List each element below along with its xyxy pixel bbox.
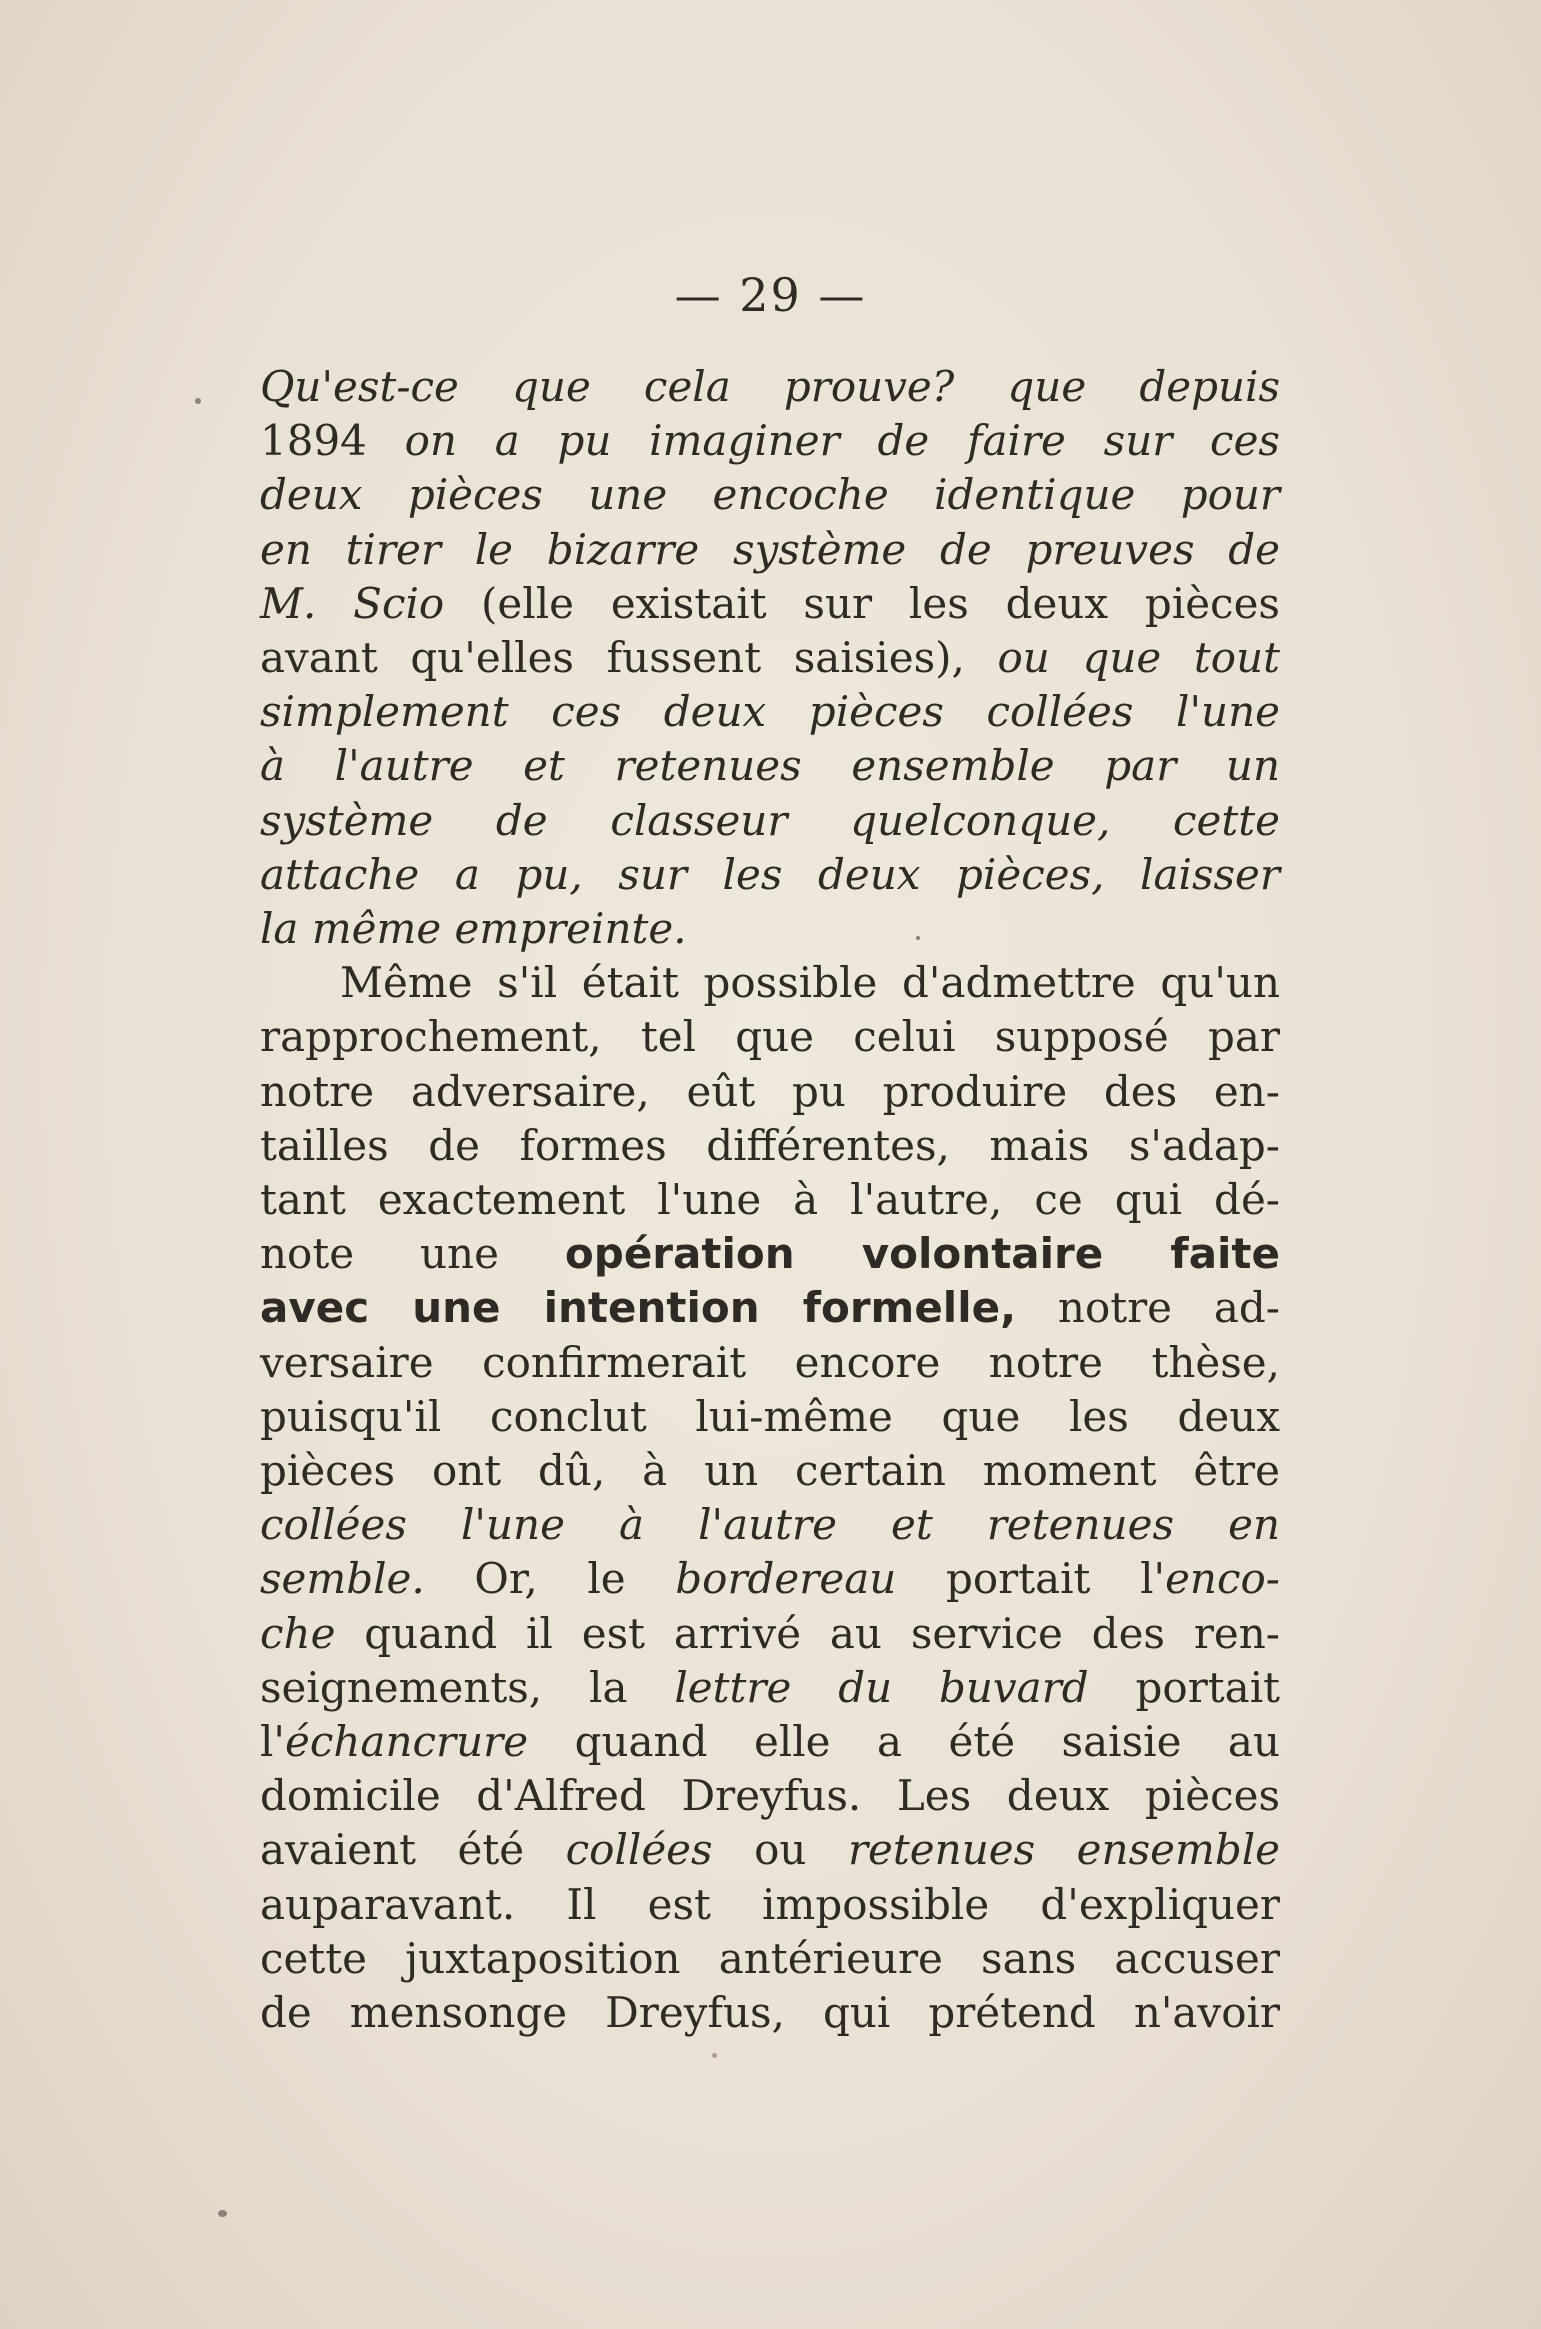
text-line	[260, 1390, 1280, 1444]
text-segment: seignements, la	[260, 1662, 675, 1712]
text-line	[260, 1119, 1280, 1173]
text-segment: cette juxtaposition antérieure sans accuser	[260, 1933, 1280, 1983]
text-line	[260, 1932, 1280, 1986]
text-line	[260, 1173, 1280, 1227]
text-segment: pièces ont dû, à un certain moment être	[260, 1446, 1280, 1496]
italic-text: la même empreinte.	[260, 904, 687, 954]
italic-text: simplement ces deux pièces collées l'une	[260, 687, 1280, 737]
text-line	[260, 1552, 1280, 1606]
text-line	[260, 1065, 1280, 1119]
italic-text: deux pièces une encoche identique pour	[260, 470, 1280, 520]
text-line	[260, 794, 1280, 848]
text-segment: Même s'il était possible d'admettre qu'un	[340, 958, 1280, 1008]
italic-text: à l'autre et retenues ensemble par un	[260, 741, 1280, 791]
text-segment: 1894	[260, 416, 405, 466]
text-segment: portait l'	[896, 1554, 1166, 1604]
paper-speck	[916, 936, 920, 940]
text-segment: avant qu'elles fussent saisies),	[260, 633, 998, 683]
italic-text: lettre du buvard	[674, 1662, 1089, 1712]
italic-text: échancrure	[284, 1717, 529, 1767]
italic-text: retenues ensemble	[847, 1825, 1280, 1875]
text-line	[260, 739, 1280, 793]
text-segment: auparavant. Il est impossible d'expliquer	[260, 1879, 1280, 1929]
text-segment: rapprochement, tel que celui supposé par	[260, 1012, 1280, 1062]
text-line	[260, 1336, 1280, 1390]
text-segment: avaient été	[260, 1825, 566, 1875]
text-line	[260, 1227, 1280, 1281]
italic-text: on a pu imaginer de faire sur ces	[404, 416, 1280, 466]
italic-text: Qu'est-ce que cela prouve? que depuis	[260, 362, 1280, 411]
bold-text: opération volontaire faite	[564, 1229, 1280, 1279]
text-line	[260, 414, 1280, 468]
text-line	[260, 902, 1280, 956]
italic-text: semble.	[260, 1554, 425, 1604]
text-line	[260, 1281, 1280, 1335]
text-segment: versaire confirmerait encore notre thèse,	[260, 1337, 1280, 1387]
text-segment: puisqu'il conclut lui-même que les deux	[260, 1391, 1280, 1441]
italic-text: che	[260, 1608, 336, 1658]
text-line	[260, 1878, 1280, 1932]
text-line	[260, 1715, 1280, 1769]
text-segment: tant exactement l'une à l'autre, ce qui dé-	[260, 1175, 1280, 1225]
text-segment: (elle existait sur les deux pièces	[444, 578, 1280, 628]
text-line	[260, 1661, 1280, 1715]
text-segment: notre ad-	[1016, 1283, 1280, 1333]
text-segment: ou	[712, 1825, 848, 1875]
italic-text: en tirer le bizarre système de preuves de	[260, 524, 1280, 574]
text-segment: quand elle a été saisie au	[528, 1717, 1280, 1767]
text-segment: tailles de formes différentes, mais s'adap-	[260, 1120, 1280, 1170]
text-line	[260, 468, 1280, 522]
text-line	[260, 848, 1280, 902]
italic-text: ou que tout	[997, 633, 1280, 683]
text-line	[260, 523, 1280, 577]
italic-text: attache a pu, sur les deux pièces, laisser	[260, 849, 1280, 899]
paper-speck	[218, 2210, 227, 2217]
text-line	[260, 956, 1280, 1010]
italic-text: bordereau	[675, 1554, 897, 1604]
body-text	[260, 360, 1280, 2040]
text-line	[260, 1986, 1280, 2040]
text-segment: quand il est arrivé au service des ren-	[335, 1608, 1280, 1658]
text-segment: Or, le	[424, 1554, 676, 1604]
italic-text: collées	[565, 1825, 713, 1875]
text-segment: notre adversaire, eût pu produire des en-	[260, 1066, 1280, 1116]
text-segment: l'	[260, 1717, 285, 1767]
italic-text: M. Scio	[260, 578, 445, 628]
page-number: — 29 —	[674, 268, 867, 322]
italic-text: collées l'une à l'autre et retenues en	[260, 1500, 1280, 1550]
text-line	[260, 1823, 1280, 1877]
italic-text: système de classeur quelconque, cette	[260, 795, 1280, 845]
text-segment: de mensonge Dreyfus, qui prétend n'avoir	[260, 1988, 1280, 2038]
text-segment: note une	[260, 1229, 565, 1279]
text-line	[260, 577, 1280, 631]
text-line	[260, 685, 1280, 739]
text-segment: portait	[1088, 1662, 1281, 1712]
italic-text: enco-	[1165, 1554, 1280, 1604]
text-line	[260, 631, 1280, 685]
text-segment: domicile d'Alfred Dreyfus. Les deux pièces	[260, 1771, 1280, 1821]
text-line	[260, 1444, 1280, 1498]
bold-text: avec une intention formelle,	[260, 1283, 1017, 1333]
paper-speck	[195, 398, 201, 404]
paper-speck	[712, 2053, 717, 2058]
text-line	[260, 1607, 1280, 1661]
text-line	[260, 1769, 1280, 1823]
text-line	[260, 1010, 1280, 1064]
text-line	[260, 360, 1280, 414]
text-line	[260, 1498, 1280, 1552]
